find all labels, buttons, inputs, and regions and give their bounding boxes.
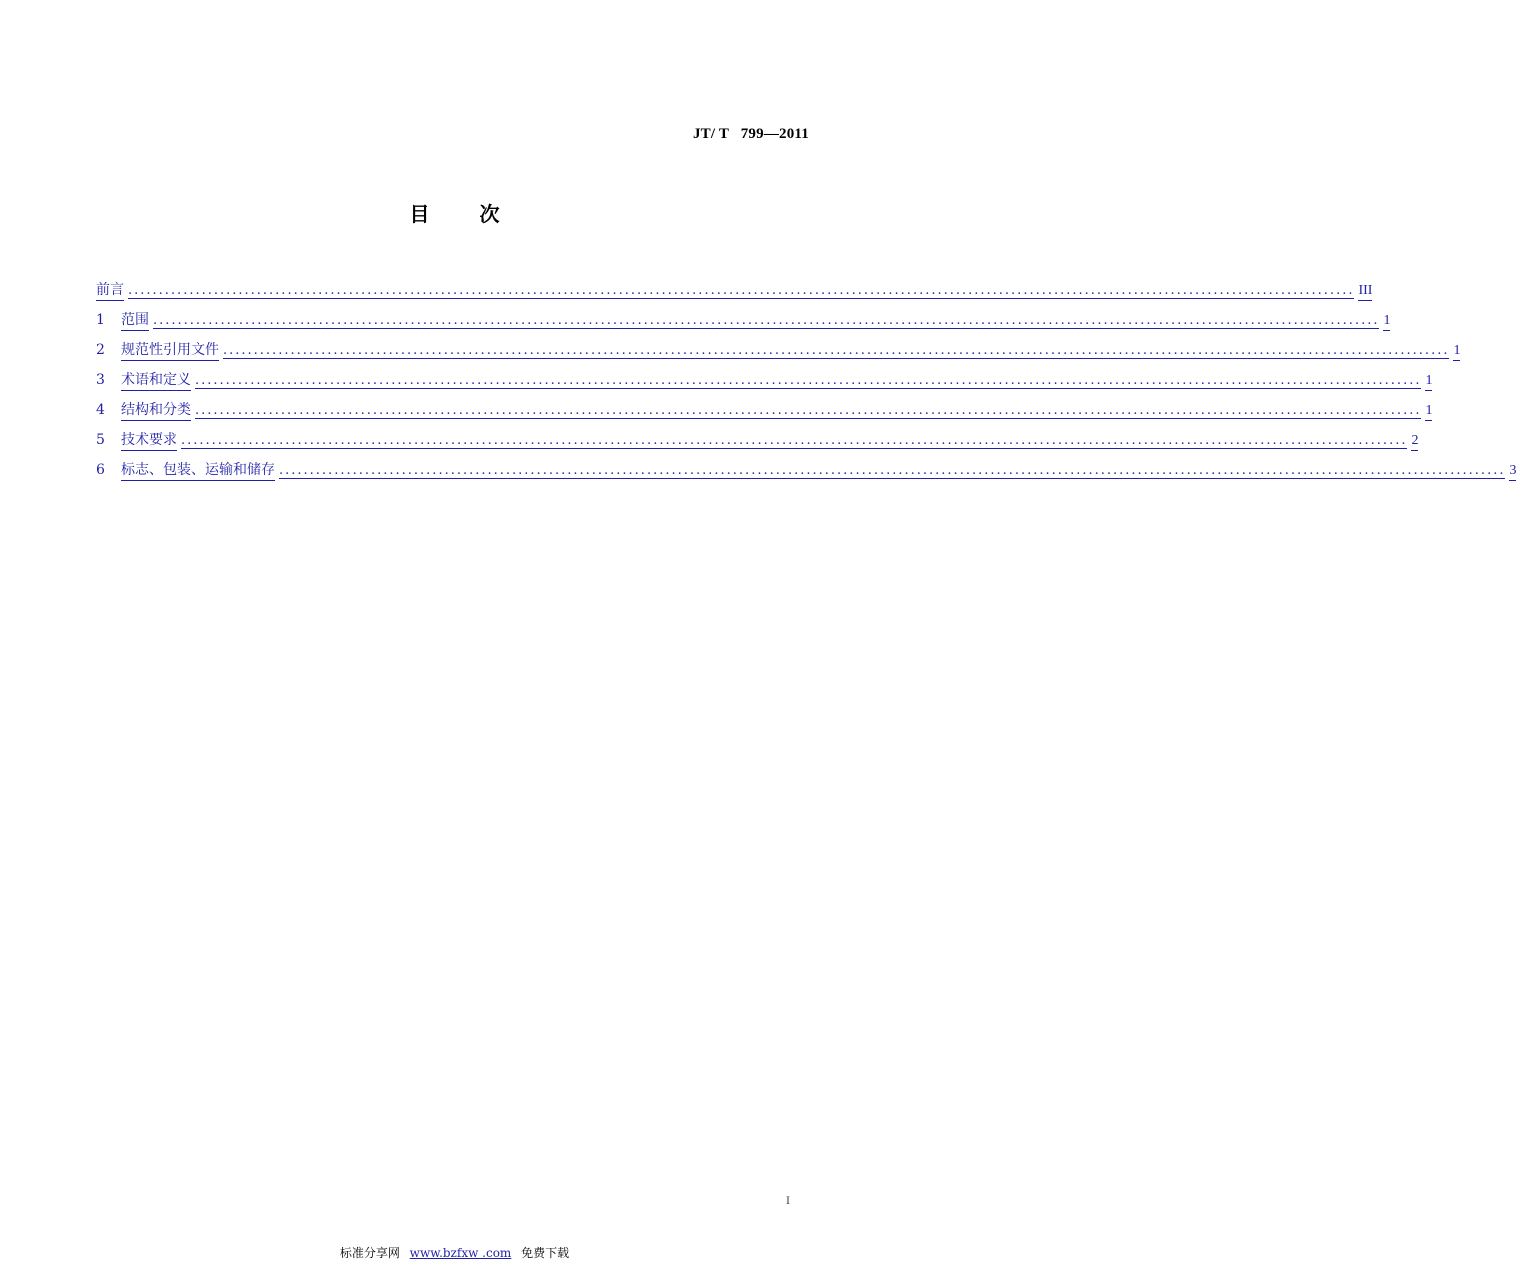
toc-entry-page: 1 [1383,313,1390,331]
toc-entry-label: 标志、包装、运输和储存 [121,459,275,481]
toc-leader-dots: ........................................................................................................................................................................................................ [195,373,1422,388]
toc-title: 目次 [409,202,550,226]
toc-leader-dots: ........................................................................................................................................................................................................ [181,433,1408,448]
toc-entry-page: 1 [1453,343,1460,361]
toc-leader-dots: ........................................................................................................................................................................................................ [279,463,1506,478]
toc-entry[interactable] [96,369,1433,399]
page-marker: I [786,1196,790,1207]
toc-entry[interactable] [96,309,1391,339]
toc-entry[interactable] [96,339,1461,369]
toc-entry-label: 技术要求 [121,429,177,451]
toc-leader-dots: ........................................................................................................................................................................................................ [195,403,1422,418]
toc-entry-label: 术语和定义 [121,369,191,391]
toc-entry-label: 规范性引用文件 [121,339,219,361]
toc-entry[interactable] [96,399,1433,429]
toc-leader-dots: ........................................................................................................................................................................................................ [128,283,1355,298]
table-of-contents [96,279,1516,489]
toc-entry-number: 3 [96,372,105,388]
toc-entry-label: 范围 [121,309,149,331]
toc-entry-label: 前言 [96,279,124,301]
toc-entry-page: 2 [1411,433,1418,451]
footer-prefix: 标准分享网 [339,1246,400,1260]
toc-entry-number: 4 [96,402,105,418]
toc-entry[interactable] [96,279,1373,309]
toc-entry[interactable] [96,429,1419,459]
toc-entry-page: 3 [1509,463,1516,481]
toc-leader-dots: ........................................................................................................................................................................................................ [223,343,1450,358]
toc-entry[interactable] [96,459,1516,489]
footer [0,1244,909,1261]
footer-suffix: 免费下载 [521,1246,570,1260]
toc-entry-label: 结构和分类 [121,399,191,421]
toc-entry-number: 1 [96,312,105,328]
toc-entry-page: III [1358,283,1372,301]
footer-link[interactable]: www.bzfxw .com [409,1246,512,1260]
toc-entry-number: 6 [96,462,105,478]
toc-entry-page: 1 [1425,403,1432,421]
toc-leader-dots: ........................................................................................................................................................................................................ [153,313,1380,328]
toc-entry-number: 2 [96,342,105,358]
toc-entry-page: 1 [1425,373,1432,391]
standard-code: JT/ T 799—2011 [692,126,809,142]
toc-entry-number: 5 [96,432,105,448]
